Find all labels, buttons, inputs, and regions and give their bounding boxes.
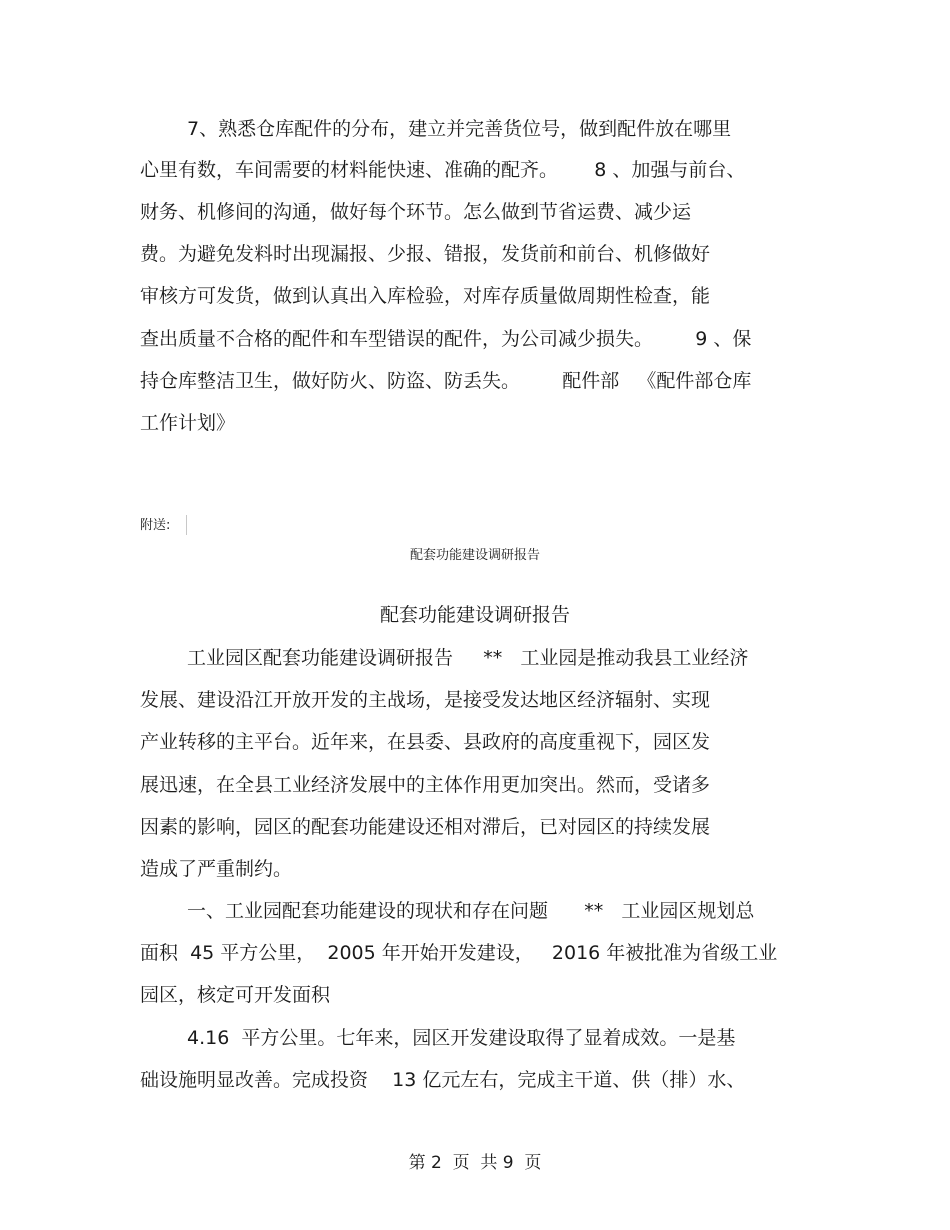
paragraph-line: 发展、建设沿江开放开发的主战场，是接受发达地区经济辐射、实现	[140, 689, 711, 711]
paragraph-line: 工作计划》	[140, 412, 236, 434]
paragraph-line: 因素的影响，园区的配套功能建设还相对滞后，已对园区的持续发展	[140, 816, 711, 838]
page-footer: 第 2 页 共 9 页	[408, 1153, 542, 1173]
report-title: 配套功能建设调研报告	[379, 604, 570, 626]
small-heading: 配套功能建设调研报告	[409, 548, 540, 563]
paragraph-line: 产业转移的主平台。近年来，在县委、县政府的高度重视下，园区发	[140, 731, 711, 753]
divider	[186, 515, 187, 535]
paragraph-line: 园区，核定可开发面积	[140, 984, 331, 1006]
paragraph-line: 费。为避免发料时出现漏报、少报、错报，发货前和前台、机修做好	[140, 243, 711, 265]
paragraph-line: 持仓库整洁卫生，做好防火、防盗、防丢失。 配件部 《配件部仓库	[140, 370, 752, 392]
paragraph-line: 财务、机修间的沟通，做好每个环节。怎么做到节省运费、减少运	[140, 201, 692, 223]
paragraph-line: 工业园区配套功能建设调研报告 ** 工业园是推动我县工业经济	[187, 647, 749, 669]
paragraph-line: 造成了严重制约。	[140, 858, 293, 880]
paragraph-line: 查出质量不合格的配件和车型错误的配件，为公司减少损失。 9 、保	[140, 328, 752, 350]
paragraph-line: 展迅速，在全县工业经济发展中的主体作用更加突出。然而，受诸多	[140, 774, 711, 796]
attachment-label: 附送:	[140, 518, 171, 533]
paragraph-line: 础设施明显改善。完成投资 13 亿元左右，完成主干道、供（排）水、	[140, 1069, 746, 1091]
paragraph-line: 一、工业园配套功能建设的现状和存在问题 ** 工业园区规划总	[187, 900, 755, 922]
paragraph-line: 心里有数，车间需要的材料能快速、准确的配齐。 8 、加强与前台、	[140, 159, 746, 181]
paragraph-line: 面积 45 平方公里， 2005 年开始开发建设， 2016 年被批准为省级工业	[140, 942, 778, 964]
paragraph-line: 7、熟悉仓库配件的分布，建立并完善货位号，做到配件放在哪里	[187, 118, 732, 140]
paragraph-line: 审核方可发货，做到认真出入库检验，对库存质量做周期性检查，能	[140, 285, 711, 307]
paragraph-line: 4.16 平方公里。七年来，园区开发建设取得了显着成效。一是基	[187, 1027, 736, 1049]
